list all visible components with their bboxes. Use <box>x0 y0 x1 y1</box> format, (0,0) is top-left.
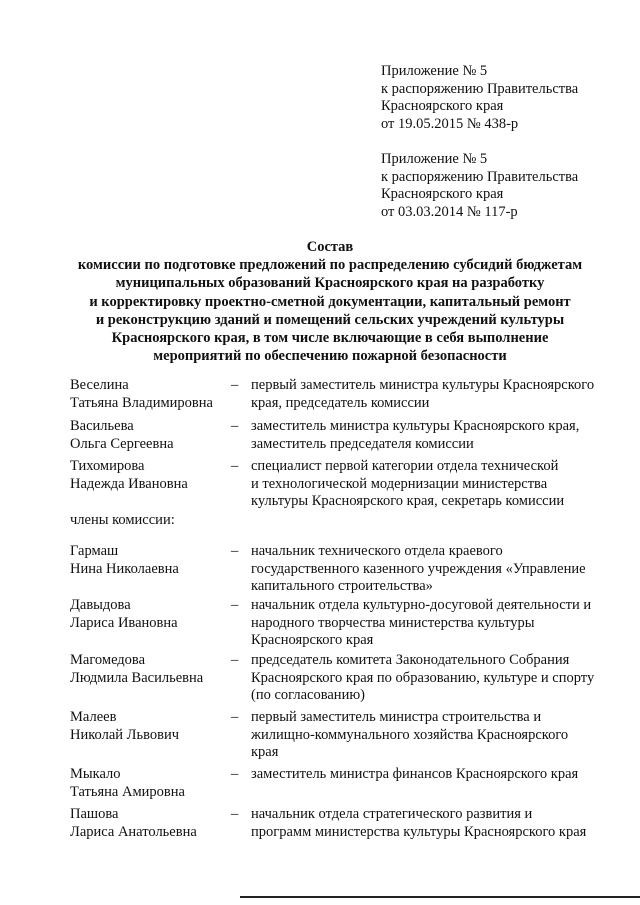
member-role <box>251 806 621 841</box>
appendix-region: Красноярского края <box>381 98 504 115</box>
member-role <box>251 597 621 650</box>
appendix-title: Приложение № 5 <box>381 151 488 167</box>
dash-separator: – <box>231 766 239 782</box>
title-line: и корректировку проектно-сметной документации, капитальный ремонт <box>89 293 571 310</box>
appendix-header-current <box>381 63 631 133</box>
member-role <box>251 766 621 784</box>
member-given-name: Лариса Ивановна <box>70 614 178 631</box>
role-line: края, председатель комиссии <box>251 394 430 411</box>
role-line: Красноярского края по образованию, культуре и спорту <box>251 669 595 686</box>
role-line: начальник отдела культурно-досуговой деятельности и <box>251 597 592 613</box>
dash-separator: – <box>231 806 239 822</box>
role-line: первый заместитель министра культуры Красноярского <box>251 377 595 393</box>
role-line: (по согласованию) <box>251 687 365 704</box>
role-line: края <box>251 744 279 761</box>
member-surname: Тихомирова <box>70 458 145 474</box>
member-given-name: Надежда Ивановна <box>70 475 188 492</box>
appendix-date: от 19.05.2015 № 438-р <box>381 115 519 132</box>
member-name <box>70 597 230 632</box>
appendix-region: Красноярского края <box>381 186 504 203</box>
dash-separator: – <box>231 709 239 725</box>
member-surname: Пашова <box>70 806 119 822</box>
title-line: комиссии по подготовке предложений по распределению субсидий бюджетам <box>77 257 583 274</box>
document-title <box>40 238 620 365</box>
role-line: начальник отдела стратегического развития и <box>251 806 533 822</box>
dash-separator: – <box>231 543 239 559</box>
member-surname: Веселина <box>70 377 129 393</box>
member-given-name: Ольга Сергеевна <box>70 435 174 452</box>
member-name <box>70 766 230 801</box>
member-name <box>70 418 230 453</box>
member-surname: Васильева <box>70 418 134 434</box>
role-line: и технологической модернизации министерства <box>251 475 548 492</box>
appendix-date: от 03.03.2014 № 117-р <box>381 203 518 220</box>
member-name <box>70 377 230 412</box>
appendix-ref: к распоряжению Правительства <box>381 80 579 97</box>
member-surname: Гармаш <box>70 543 119 559</box>
role-line: Красноярского края <box>251 632 374 649</box>
title-line: муниципальных образований Красноярского края на разработку <box>115 275 545 292</box>
member-given-name: Нина Николаевна <box>70 560 179 577</box>
role-line: народного творчества министерства культуры <box>251 614 535 631</box>
role-line: культуры Красноярского края, секретарь комиссии <box>251 493 565 510</box>
title-line: мероприятий по обеспечению пожарной безопасности <box>153 348 507 365</box>
members-section-label: члены комиссии: <box>70 512 175 528</box>
dash-separator: – <box>231 377 239 393</box>
role-line: заместитель министра финансов Красноярского края <box>251 766 579 782</box>
member-role <box>251 458 621 511</box>
appendix-ref: к распоряжению Правительства <box>381 168 579 185</box>
member-surname: Магомедова <box>70 652 146 668</box>
member-role <box>251 418 621 453</box>
title-line: Красноярского края, в том числе включающие в себя выполнение <box>111 330 549 347</box>
role-line: жилищно-коммунального хозяйства Красноярского <box>251 726 569 743</box>
dash-separator: – <box>231 652 239 668</box>
role-line: капитального строительства» <box>251 578 433 595</box>
title-line: и реконструкцию зданий и помещений сельских учреждений культуры <box>95 311 565 328</box>
member-role <box>251 377 621 412</box>
appendix-title: Приложение № 5 <box>381 63 488 79</box>
member-role <box>251 543 621 596</box>
member-given-name: Татьяна Амировна <box>70 783 185 800</box>
member-name <box>70 709 230 744</box>
role-line: председатель комитета Законодательного Собрания <box>251 652 570 668</box>
member-given-name: Лариса Анатольевна <box>70 823 197 840</box>
member-name <box>70 543 230 578</box>
page-bottom-rule <box>240 896 640 898</box>
dash-separator: – <box>231 597 239 613</box>
member-role <box>251 652 621 705</box>
role-line: государственного казенного учреждения «Управление <box>251 560 586 577</box>
appendix-header-original <box>381 151 631 221</box>
role-line: заместитель министра культуры Красноярского края, <box>251 418 580 434</box>
member-role <box>251 709 621 762</box>
role-line: начальник технического отдела краевого <box>251 543 503 559</box>
role-line: программ министерства культуры Красноярского края <box>251 823 587 840</box>
title-heading: Состав <box>306 239 354 255</box>
member-name <box>70 458 230 493</box>
member-given-name: Людмила Васильевна <box>70 669 204 686</box>
member-given-name: Татьяна Владимировна <box>70 394 213 411</box>
member-name <box>70 806 230 841</box>
member-name <box>70 652 230 687</box>
role-line: первый заместитель министра строительства и <box>251 709 542 725</box>
member-surname: Давыдова <box>70 597 131 613</box>
dash-separator: – <box>231 418 239 434</box>
role-line: заместитель председателя комиссии <box>251 435 474 452</box>
member-given-name: Николай Львович <box>70 726 179 743</box>
dash-separator: – <box>231 458 239 474</box>
member-surname: Мыкало <box>70 766 121 782</box>
member-surname: Малеев <box>70 709 117 725</box>
role-line: специалист первой категории отдела технической <box>251 458 559 474</box>
